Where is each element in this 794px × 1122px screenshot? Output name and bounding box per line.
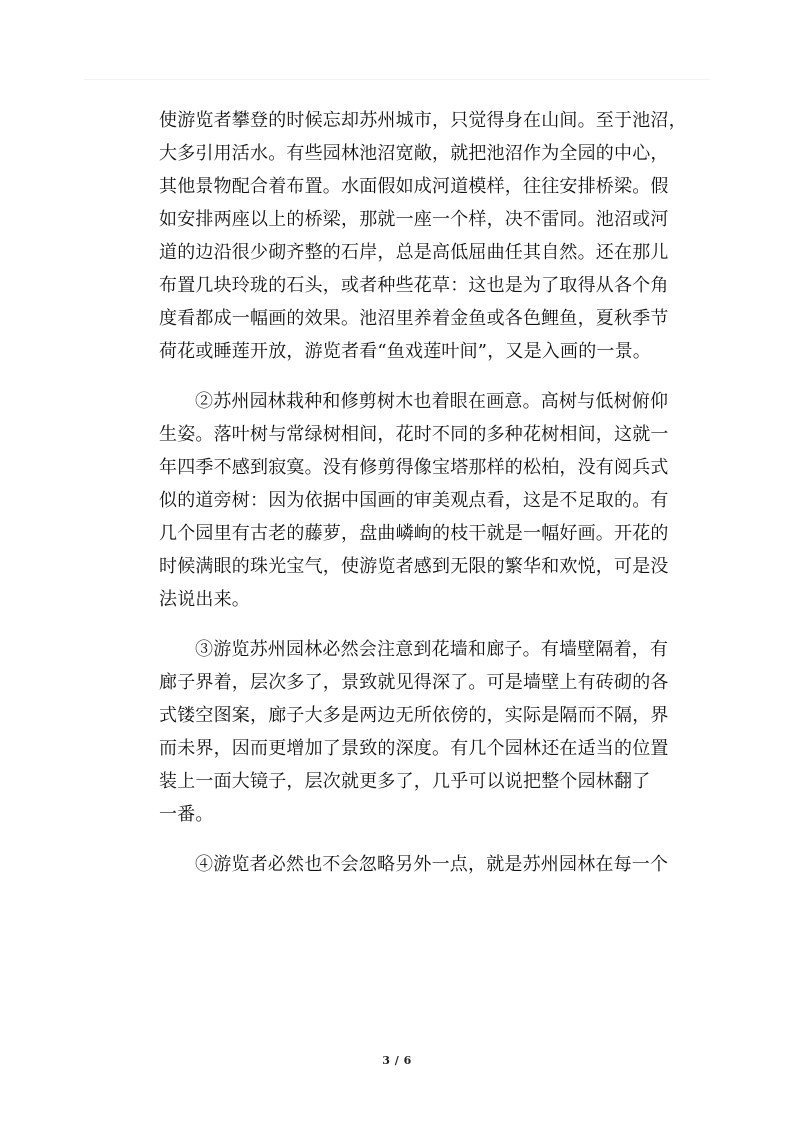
text-line: ②苏州园林栽种和修剪树木也着眼在画意。高树与低树俯仰 <box>195 391 669 412</box>
text-line: 而未界，因而更增加了景致的深度。有几个园林还在适当的位置 <box>159 738 669 759</box>
text-line: 一番。 <box>159 804 214 825</box>
text-line: 道的边沿很少砌齐整的石岸，总是高低屈曲任其自然。还在那儿 <box>159 242 669 263</box>
text-line: 生姿。落叶树与常绿树相间，花时不同的多种花树相间，这就一 <box>159 424 669 445</box>
text-line: 年四季不感到寂寞。没有修剪得像宝塔那样的松柏，没有阅兵式 <box>159 457 669 478</box>
text-line: 装上一面大镜子，层次就更多了，几乎可以说把整个园林翻了 <box>159 771 651 792</box>
paragraph-4 <box>159 848 677 881</box>
page-number: 3 / 6 <box>382 1054 412 1067</box>
text-line: 使游览者攀登的时候忘却苏州城市，只觉得身在山间。至于池沼， <box>159 110 687 131</box>
text-line: ④游览者必然也不会忽略另外一点，就是苏州园林在每一个 <box>195 854 669 875</box>
text-line: 似的道旁树：因为依据中国画的审美观点看，这是不足取的。有 <box>159 490 669 511</box>
text-line: 如安排两座以上的桥梁，那就一座一个样，决不雷同。池沼或河 <box>159 209 669 230</box>
header-rule <box>84 79 710 80</box>
text-line: 式镂空图案，廊子大多是两边无所依傍的，实际是隔而不隔，界 <box>159 705 669 726</box>
text-line: 大多引用活水。有些园林池沼宽敞，就把池沼作为全园的中心， <box>159 143 669 164</box>
text-line: 廊子界着，层次多了，景致就见得深了。可是墙壁上有砖砌的各 <box>159 672 669 693</box>
article-body <box>159 104 687 881</box>
text-line: 布置几块玲珑的石头，或者种些花草：这也是为了取得从各个角 <box>159 275 669 296</box>
paragraph-2 <box>159 385 677 616</box>
paragraph-1 <box>159 104 687 368</box>
text-line: 法说出来。 <box>159 589 250 610</box>
text-line: 时候满眼的珠光宝气，使游览者感到无限的繁华和欢悦，可是没 <box>159 556 669 577</box>
text-line: 荷花或睡莲开放，游览者看“鱼戏莲叶间”，又是入画的一景。 <box>159 341 652 362</box>
text-line: 度看都成一幅画的效果。池沼里养着金鱼或各色鲤鱼，夏秋季节 <box>159 308 669 329</box>
text-line: 几个园里有古老的藤萝，盘曲嶙峋的枝干就是一幅好画。开花的 <box>159 523 669 544</box>
paragraph-3 <box>159 633 677 831</box>
text-line: ③游览苏州园林必然会注意到花墙和廊子。有墙壁隔着，有 <box>195 639 669 660</box>
text-line: 其他景物配合着布置。水面假如成河道模样，往往安排桥梁。假 <box>159 176 669 197</box>
